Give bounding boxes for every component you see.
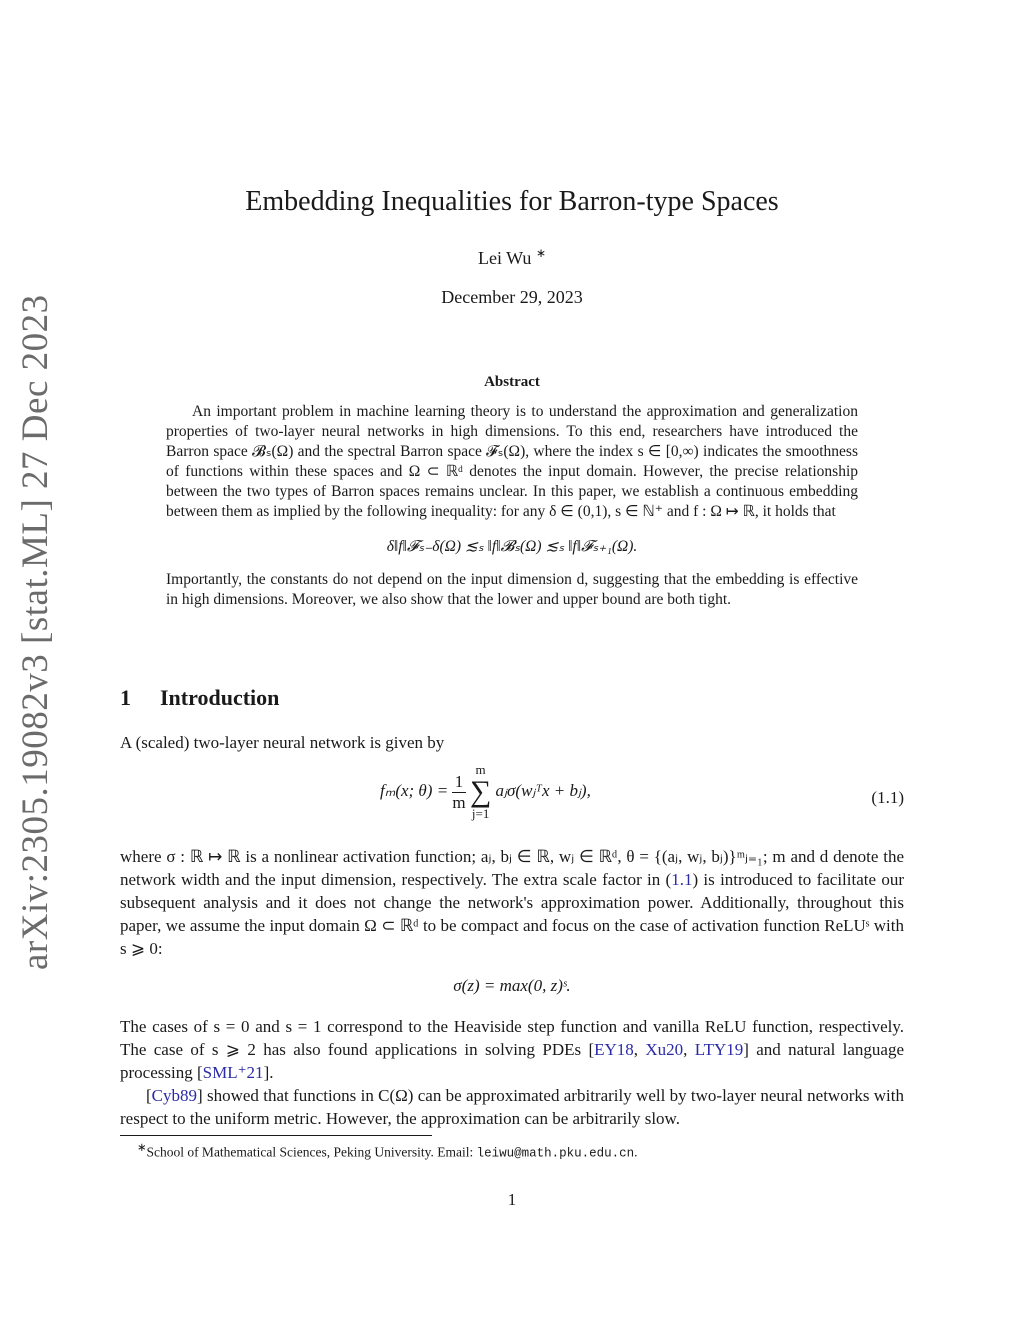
citation-sml21[interactable]: SML⁺21 [202,1063,264,1082]
abstract-equation: δ‖f‖𝓕ₛ₋δ(Ω) ≲ₛ ‖f‖𝓑ₛ(Ω) ≲ₛ ‖f‖𝓕ₛ₊₁(Ω). [386,538,638,555]
eq1-lhs: fₘ(x; θ) = [380,780,449,800]
footnote-mark: ∗ [137,1142,147,1154]
author-line [0,246,1024,269]
abstract-paragraph-1: An important problem in machine learning theory is to understand the approximation and generalization properties of two-layer neural networks in high dimensions. To this end, researchers have introduced the Barron space 𝓑ₛ(Ω) and the spectral Barron space 𝓕ₛ(Ω), where the index s ∈ [0,∞) indicates the smoothness of functions within these spaces and Ω ⊂ ℝᵈ denotes the input domain. However, the precise relationship between the two types of Barron spaces remains unclear. In this paper, we establish a continuous embedding between them as implied by the following inequality: for any δ ∈ (0,1), s ∈ ℕ⁺ and f : Ω ↦ ℝ, it holds that [166,403,858,520]
intro-paragraph-4: [Cyb89] showed that functions in C(Ω) can be approximated arbitrarily well by two-layer neural networks with respect to the uniform metric. However, the approximation can be arbitrarily slow. [120,1086,904,1128]
sigma-symbol: ∑ [469,775,492,808]
equation-relu: σ(z) = max(0, z)ˢ. [453,976,571,995]
arxiv-stamp: arXiv:2305.19082v3 [stat.ML] 27 Dec 2023 [15,294,56,970]
intro-p3-text-c: ]. [263,1063,274,1082]
abstract-heading: Abstract [484,374,540,390]
citation-cyb89[interactable]: Cyb89 [151,1086,198,1105]
abstract-body [166,402,858,610]
intro-paragraph-2 [120,845,904,960]
author-name: Lei Wu [478,248,532,268]
eq1-sum-lower: j=1 [471,806,490,821]
footnote-rule [120,1135,432,1136]
eq1-denominator: m [452,792,466,812]
citation-lty19[interactable]: LTY19 [694,1040,744,1059]
eq1-sum-upper: m [475,762,486,777]
intro-p3-text-a: The cases of s = 0 and s = 1 correspond to the Heaviside step function and vanilla ReLU function, respectively. The case of s ⩾ 2 has also found applications in solving PDEs [ [120,1017,904,1059]
eq1-rhs: aⱼσ(wⱼᵀx + bⱼ), [495,780,591,800]
intro-paragraph-1: A (scaled) two-layer neural network is given by [120,733,445,752]
footnote-end: . [634,1144,638,1160]
section-number: 1 [120,685,131,710]
footnote-text: School of Mathematical Sciences, Peking University. Email: [146,1144,477,1160]
intro-paragraph-3: The cases of s = 0 and s = 1 correspond to the Heaviside step function and vanilla ReLU function, respectively. The case of s ⩾ 2 has also found applications in solving PDEs [EY18, Xu20, LTY19] and natural language processing [SML⁺21]. [Cyb89] showed that functions in C(Ω) can be approximated arbitrarily well by two-layer neural networks with respect to the uniform metric. However, the approximation can be arbitrarily slow. [120,1017,905,1128]
eq1-sum [470,762,491,822]
citation-xu20[interactable]: Xu20 [645,1040,684,1059]
equation-ref-link[interactable]: 1.1 [671,870,693,889]
eq1-numerator: 1 [452,772,465,793]
citation-ey18[interactable]: EY18 [594,1040,634,1059]
equation-1-1 [120,762,904,832]
paper-date: December 29, 2023 [441,287,583,307]
section-title: Introduction [160,685,280,710]
paper-title: Embedding Inequalities for Barron-type Spaces [245,186,779,217]
intro-p3-text-b: ] and natural language processing [ [120,1040,905,1082]
section-heading [120,685,279,711]
abstract-paragraph-2: Importantly, the constants do not depend on the input dimension d, suggesting that the embedding is effective in high dimensions. Moreover, we also show that the lower and upper bound are both tight. [166,571,858,608]
intro-p2-text-b: ) is introduced to facilitate our subsequent analysis and it does not change the network's approximation power. Additionally, throughout this paper, we assume the input domain Ω ⊂ ℝᵈ to be compact and focus on the case of activation function ReLUˢ with s ⩾ 0: [120,870,904,958]
footnote-email[interactable]: leiwu@math.pku.edu.cn [476,1146,635,1161]
footnote [137,1141,638,1161]
intro-p4-text: ] showed that functions in C(Ω) can be approximated arbitrarily well by two-layer neural networks with respect to the uniform metric. However, the approximation can be arbitrarily slow. [120,1086,904,1128]
author-footnote-mark[interactable]: ∗ [535,246,546,260]
intro-p2-text-a: where σ : ℝ ↦ ℝ is a nonlinear activation function; aⱼ, bⱼ ∈ ℝ, wⱼ ∈ ℝᵈ, θ = {(aⱼ, wⱼ, bⱼ)}ᵐⱼ₌₁; m and d denote the network width and the input dimension, respectively. The extra scale factor in ( [120,847,904,889]
eq1-fraction [452,772,465,813]
page-number: 1 [507,1190,517,1209]
equation-label: (1.1) [871,788,904,807]
